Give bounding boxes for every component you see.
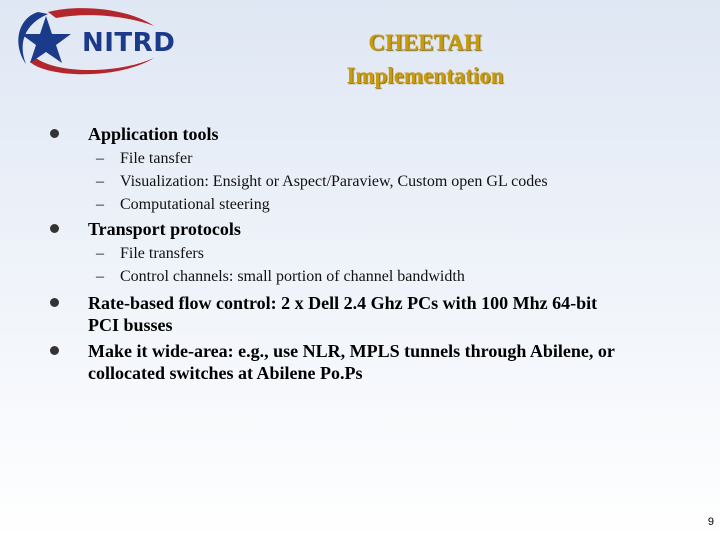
bullet-text: Rate-based flow control: 2 x Dell 2.4 Ghz PCs with 100 Mhz 64-bit PCI busses bbox=[88, 293, 598, 335]
nitrd-logo bbox=[8, 4, 176, 80]
dash-icon: – bbox=[96, 268, 104, 285]
bullet-dot-icon bbox=[50, 129, 59, 138]
sub-text: Control channels: small portion of channel bandwidth bbox=[120, 268, 465, 285]
sub-text: File tansfer bbox=[120, 150, 193, 167]
bullet-text: Application tools bbox=[88, 124, 219, 144]
sub-text: File transfers bbox=[120, 245, 204, 262]
title-line-1: CHEETAH bbox=[368, 30, 482, 55]
bullet-item bbox=[48, 340, 618, 384]
sub-item bbox=[48, 195, 648, 214]
dash-icon: – bbox=[96, 150, 104, 167]
sub-item bbox=[48, 172, 550, 191]
dash-icon: – bbox=[96, 173, 104, 190]
bullet-text: Transport protocols bbox=[88, 219, 241, 239]
sub-item bbox=[48, 267, 648, 286]
bullet-item bbox=[48, 123, 648, 145]
bullet-item bbox=[48, 218, 648, 240]
bullet-dot-icon bbox=[50, 298, 59, 307]
sub-text: Visualization: Ensight or Aspect/Paraview, Custom open GL codes bbox=[120, 173, 548, 190]
bullet-dot-icon bbox=[50, 224, 59, 233]
sub-item bbox=[48, 149, 648, 168]
dash-icon: – bbox=[96, 245, 104, 262]
bullet-list bbox=[48, 123, 648, 384]
sub-item bbox=[48, 244, 648, 263]
dash-icon: – bbox=[96, 196, 104, 213]
page-number: 9 bbox=[707, 516, 714, 528]
sub-text: Computational steering bbox=[120, 196, 270, 213]
title-line-2: Implementation bbox=[346, 63, 504, 88]
bullet-item bbox=[48, 292, 608, 336]
slide-title bbox=[300, 26, 550, 92]
bullet-dot-icon bbox=[50, 346, 59, 355]
bullet-text: Make it wide-area: e.g., use NLR, MPLS tunnels through Abilene, or collocated switches at Abilene Po.Ps bbox=[88, 341, 615, 383]
logo-text: NITRD bbox=[82, 28, 176, 58]
